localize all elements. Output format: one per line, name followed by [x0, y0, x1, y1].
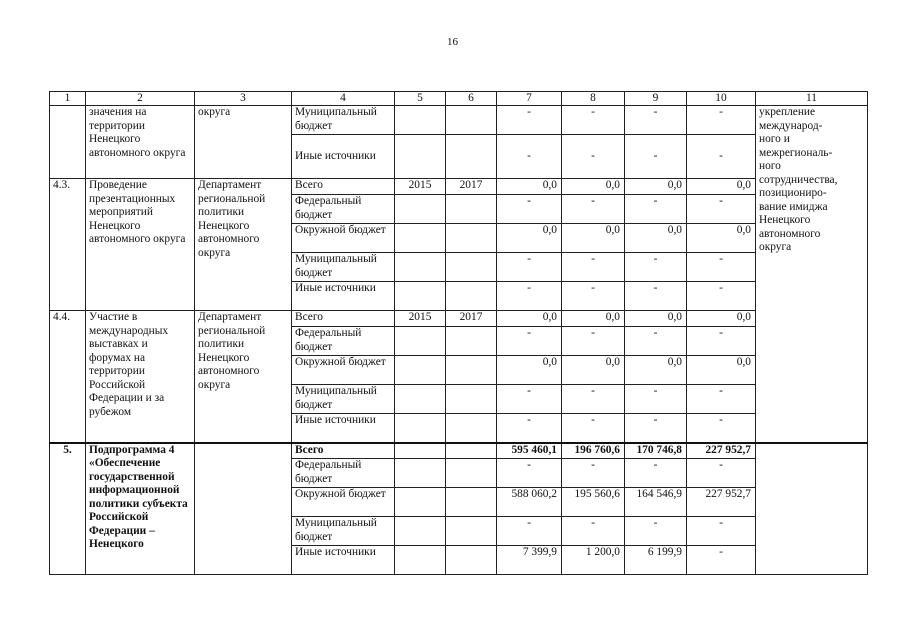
funding-source: Муниципальный бюджет — [292, 106, 395, 135]
value-cell: - — [497, 253, 562, 282]
budget-table — [49, 91, 868, 575]
value-cell: - — [497, 282, 562, 311]
end-year: 2017 — [446, 311, 497, 327]
event-name: Участие в международных выставках и форумах на территории Российской Федерации и за рубежом — [86, 311, 195, 443]
value-cell: 0,0 — [562, 179, 625, 195]
value-cell: - — [625, 385, 687, 414]
value-cell: - — [687, 253, 756, 282]
value-cell: - — [625, 327, 687, 356]
value-cell: 227 952,7 — [687, 443, 756, 459]
value-cell: 0,0 — [562, 224, 625, 253]
header-cell: 4 — [292, 92, 395, 106]
value-cell: - — [625, 135, 687, 179]
value-cell: 0,0 — [625, 356, 687, 385]
value-cell: - — [687, 385, 756, 414]
header-cell: 10 — [687, 92, 756, 106]
item-number: 5. — [50, 443, 86, 575]
value-cell: 7 399,9 — [497, 546, 562, 575]
funding-source: Муниципальный бюджет — [292, 517, 395, 546]
value-cell: - — [562, 253, 625, 282]
executor: Департамент региональной политики Ненецкого автономного округа — [195, 311, 292, 443]
value-cell: - — [625, 195, 687, 224]
header-cell: 7 — [497, 92, 562, 106]
header-cell: 5 — [395, 92, 446, 106]
result-description: укрепление международ- ного и межрегиональ- ного сотрудничества, позициониро- вание имиджа Ненецкого автономного округа — [756, 106, 868, 443]
funding-source: Окружной бюджет — [292, 224, 395, 253]
value-cell: - — [562, 385, 625, 414]
value-cell: - — [687, 327, 756, 356]
header-cell: 6 — [446, 92, 497, 106]
value-cell: 0,0 — [562, 356, 625, 385]
funding-source: Всего — [292, 443, 395, 459]
funding-source: Муниципальный бюджет — [292, 385, 395, 414]
table-row — [50, 443, 868, 459]
value-cell: - — [497, 135, 562, 179]
funding-source: Федеральный бюджет — [292, 195, 395, 224]
value-cell: - — [562, 135, 625, 179]
value-cell: - — [687, 135, 756, 179]
value-cell: - — [497, 414, 562, 443]
value-cell: - — [625, 517, 687, 546]
value-cell: - — [625, 106, 687, 135]
funding-source: Иные источники — [292, 414, 395, 443]
funding-source: Всего — [292, 311, 395, 327]
funding-source: Окружной бюджет — [292, 488, 395, 517]
item-number: 4.4. — [50, 311, 86, 443]
value-cell: - — [687, 459, 756, 488]
header-cell: 8 — [562, 92, 625, 106]
page-number: 16 — [447, 36, 458, 48]
funding-source: Всего — [292, 179, 395, 195]
value-cell: 196 760,6 — [562, 443, 625, 459]
event-name: Проведение презентационных мероприятий Ненецкого автономного округа — [86, 179, 195, 311]
start-year: 2015 — [395, 179, 446, 195]
funding-source: Федеральный бюджет — [292, 459, 395, 488]
value-cell: - — [562, 459, 625, 488]
value-cell: - — [625, 459, 687, 488]
funding-source: Муниципальный бюджет — [292, 253, 395, 282]
value-cell: 0,0 — [497, 356, 562, 385]
funding-source: Иные источники — [292, 135, 395, 179]
value-cell: 0,0 — [687, 179, 756, 195]
value-cell: 0,0 — [625, 224, 687, 253]
value-cell: - — [687, 414, 756, 443]
header-cell: 2 — [86, 92, 195, 106]
funding-source: Иные источники — [292, 282, 395, 311]
header-cell: 3 — [195, 92, 292, 106]
value-cell: - — [687, 282, 756, 311]
value-cell: 0,0 — [625, 311, 687, 327]
value-cell: - — [562, 282, 625, 311]
value-cell: - — [625, 414, 687, 443]
value-cell: 6 199,9 — [625, 546, 687, 575]
funding-source: Федеральный бюджет — [292, 327, 395, 356]
value-cell: - — [687, 106, 756, 135]
value-cell: - — [562, 414, 625, 443]
result-description-empty — [756, 443, 868, 575]
value-cell: - — [497, 517, 562, 546]
header-row — [50, 92, 868, 106]
header-cell: 9 — [625, 92, 687, 106]
value-cell: - — [497, 385, 562, 414]
value-cell: - — [625, 282, 687, 311]
value-cell: - — [562, 106, 625, 135]
value-cell: 0,0 — [687, 311, 756, 327]
value-cell: 170 746,8 — [625, 443, 687, 459]
table-row — [50, 179, 868, 195]
value-cell: - — [497, 459, 562, 488]
value-cell: - — [687, 195, 756, 224]
item-number: 4.3. — [50, 179, 86, 311]
value-cell: - — [687, 546, 756, 575]
value-cell: - — [562, 195, 625, 224]
value-cell: - — [625, 253, 687, 282]
value-cell: 0,0 — [497, 311, 562, 327]
table-row — [50, 311, 868, 327]
value-cell: 0,0 — [562, 311, 625, 327]
value-cell: - — [497, 195, 562, 224]
value-cell: 0,0 — [687, 224, 756, 253]
executor: округа — [195, 106, 292, 179]
executor — [195, 443, 292, 575]
value-cell: 595 460,1 — [497, 443, 562, 459]
value-cell: 0,0 — [625, 179, 687, 195]
value-cell: 195 560,6 — [562, 488, 625, 517]
value-cell: - — [562, 517, 625, 546]
value-cell: - — [562, 327, 625, 356]
value-cell: - — [497, 327, 562, 356]
value-cell: - — [497, 106, 562, 135]
table-row — [50, 106, 868, 135]
header-cell: 1 — [50, 92, 86, 106]
funding-source: Иные источники — [292, 546, 395, 575]
value-cell: 164 546,9 — [625, 488, 687, 517]
header-cell: 11 — [756, 92, 868, 106]
executor: Департамент региональной политики Ненецкого автономного округа — [195, 179, 292, 311]
end-year: 2017 — [446, 179, 497, 195]
start-year: 2015 — [395, 311, 446, 327]
funding-source: Окружной бюджет — [292, 356, 395, 385]
subprogram-name: Подпрограмма 4 «Обеспечение государственной информационной политики субъекта Российской Федерации – Ненецкого — [86, 443, 195, 575]
value-cell: - — [687, 517, 756, 546]
value-cell: 0,0 — [497, 224, 562, 253]
value-cell: 588 060,2 — [497, 488, 562, 517]
value-cell: 1 200,0 — [562, 546, 625, 575]
value-cell: 0,0 — [687, 356, 756, 385]
value-cell: 0,0 — [497, 179, 562, 195]
event-name: значения на территории Ненецкого автономного округа — [86, 106, 195, 179]
value-cell: 227 952,7 — [687, 488, 756, 517]
